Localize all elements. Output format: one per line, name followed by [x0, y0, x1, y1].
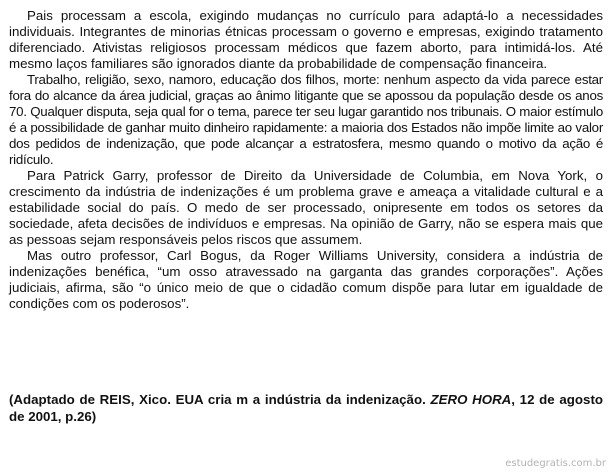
citation-suffix: , 12 de agosto de 2001, p.26) — [9, 392, 603, 424]
article-text — [9, 8, 603, 312]
paragraph-2: Trabalho, religião, sexo, namoro, educação dos filhos, morte: nenhum aspecto da vida parece estar fora do alcance da área judicial, graças ao ânimo litigante que se apossou da população desde os anos 70. Qualquer disputa, seja qual for o tema, parece ter seu lugar garantido nos tribunais. O maior estímulo é a possibilidade de ganhar muito dinheiro rapidamente: a maioria dos Estados não impõe limite ao valor dos pedidos de indenização, que pode alcançar a estratosfera, mesmo quando o motivo da ação é ridículo. — [9, 72, 603, 167]
paragraph-4: Mas outro professor, Carl Bogus, da Roger Williams University, considera a indústria de indenizações benéfica, “um osso atravessado na garganta das grandes corporações”. Ações judiciais, afirma, são “o único meio de que o cidadão comum dispõe para lutar em igualdade de condições com os poderosos”. — [9, 248, 603, 311]
citation-source: ZERO HORA — [430, 392, 512, 407]
citation-prefix: (Adaptado de REIS, Xico. EUA cria m a indústria da indenização. — [9, 392, 431, 407]
paragraph-3: Para Patrick Garry, professor de Direito da Universidade de Columbia, em Nova York, o crescimento da indústria de indenizações é um problema grave e ameaça a vitalidade cultural e a estabilidade social do país. O medo de ser processado, onipresente em todos os setores da sociedade, afeta decisões de indivíduos e empresas. Na opinião de Garry, não se espera mais que as pessoas sejam responsáveis pelos riscos que assumem. — [9, 168, 603, 247]
paragraph-1: Pais processam a escola, exigindo mudanças no currículo para adaptá-lo a necessidades individuais. Integrantes de minorias étnicas processam o governo e empresas, exigindo tratamento diferenciado. Ativistas religiosos processam médicos que fazem aborto, para intimidá-los. Até mesmo laços familiares são ignorados diante da probabilidade de compensação financeira. — [9, 8, 603, 71]
citation — [9, 391, 603, 425]
watermark: estudegratis.com.br — [505, 458, 606, 469]
